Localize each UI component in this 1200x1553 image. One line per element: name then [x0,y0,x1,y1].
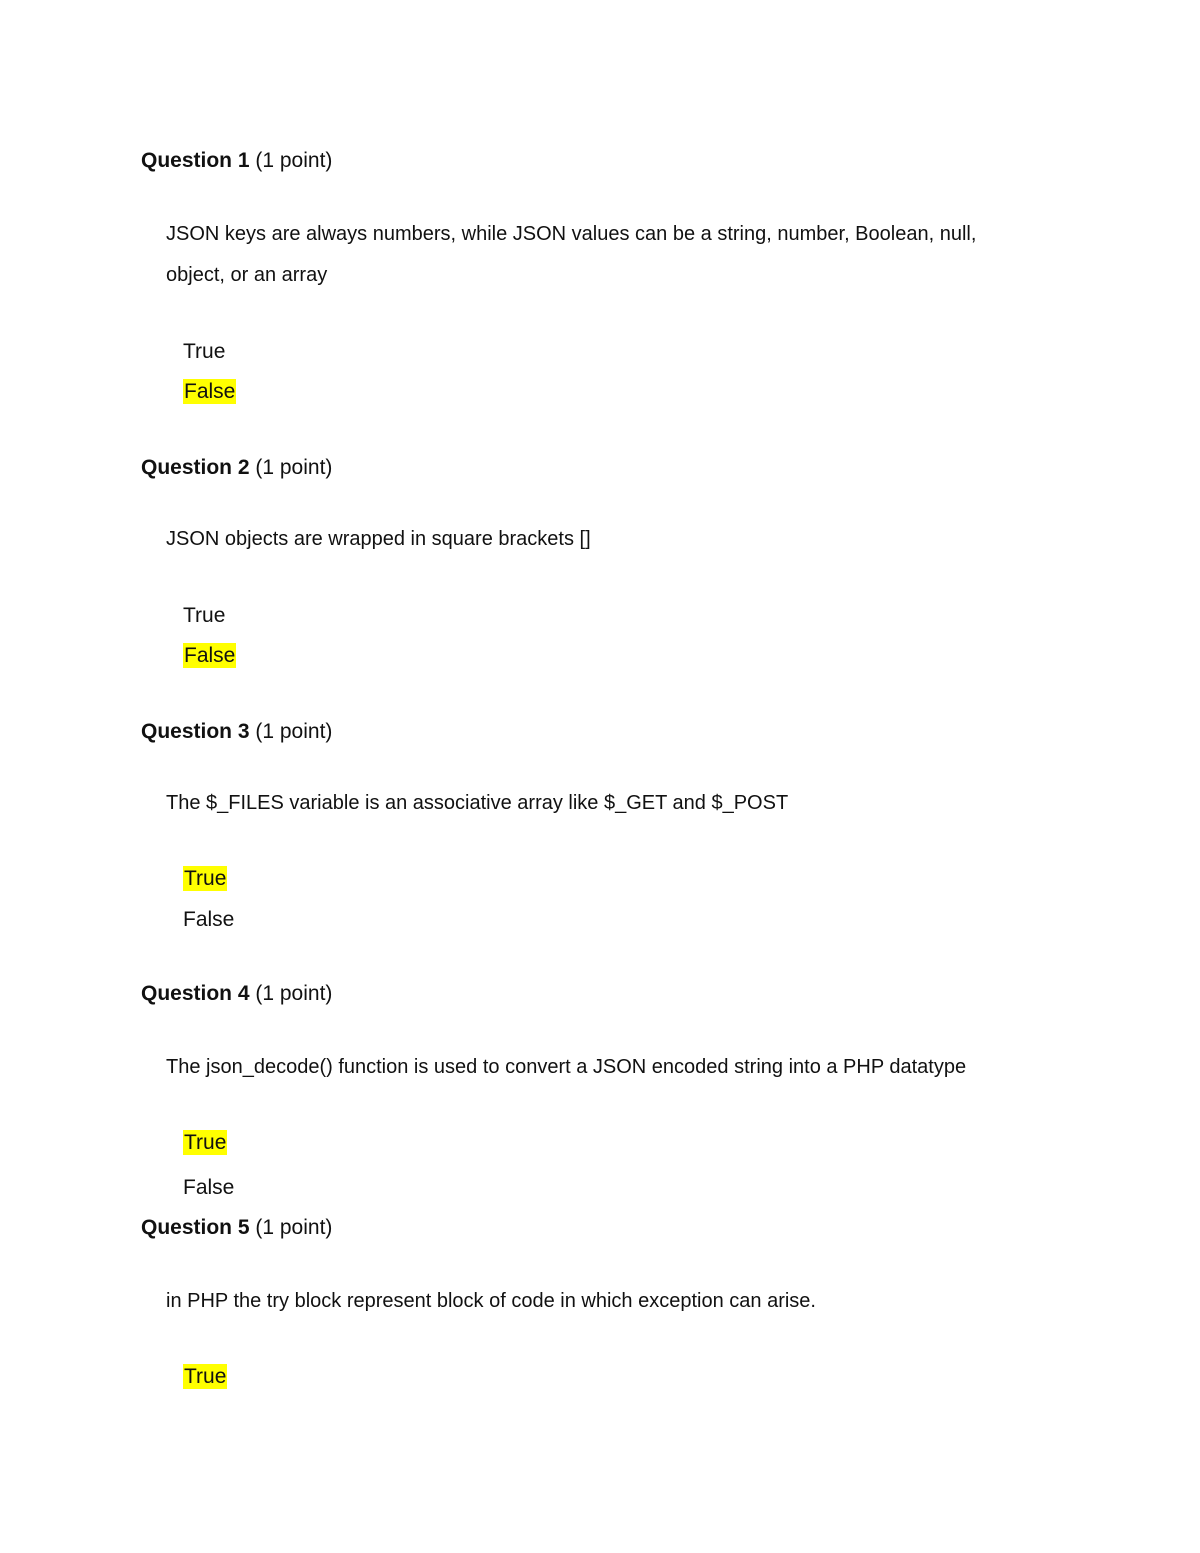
question-3-text: The $_FILES variable is an associative array like $_GET and $_POST [166,792,789,814]
question-label: Question 5 [141,1216,250,1239]
option-label: False [183,908,235,931]
question-4-heading [141,981,332,1007]
question-label: Question 2 [141,456,250,479]
question-4-option-true[interactable] [183,1130,227,1156]
question-2-option-false[interactable] [183,643,236,669]
option-label-highlighted: True [184,867,227,890]
question-label: Question 4 [141,982,250,1005]
option-label: True [183,604,226,627]
question-2-text: JSON objects are wrapped in square brackets [] [166,528,591,550]
question-1-heading [141,148,332,174]
question-4-option-false[interactable] [183,1175,234,1201]
question-3-option-false[interactable] [183,907,234,933]
question-1-text: JSON keys are always numbers, while JSON values can be a string, number, Boolean, null, object, or an array [166,223,977,286]
question-points: (1 point) [255,149,333,172]
question-2-heading [141,455,332,481]
question-points: (1 point) [255,456,333,479]
question-5-text: in PHP the try block represent block of code in which exception can arise. [166,1290,816,1312]
option-label-highlighted: True [184,1365,227,1388]
option-label: True [183,340,226,363]
option-label-highlighted: True [184,1131,227,1154]
option-label-highlighted: False [184,644,236,667]
question-3-option-true[interactable] [183,866,227,892]
question-4-text: The json_decode() function is used to convert a JSON encoded string into a PHP datatype [166,1056,967,1078]
question-1-option-true[interactable] [183,339,225,365]
option-label: False [183,1176,235,1199]
question-3-heading [141,719,332,745]
question-points: (1 point) [255,982,333,1005]
question-label: Question 3 [141,720,250,743]
question-5-heading [141,1215,332,1241]
question-points: (1 point) [255,1216,333,1239]
question-1-option-false[interactable] [183,379,236,405]
option-label-highlighted: False [184,380,236,403]
question-points: (1 point) [255,720,333,743]
question-label: Question 1 [141,149,250,172]
question-5-option-true[interactable] [183,1364,227,1390]
question-2-option-true[interactable] [183,603,225,629]
